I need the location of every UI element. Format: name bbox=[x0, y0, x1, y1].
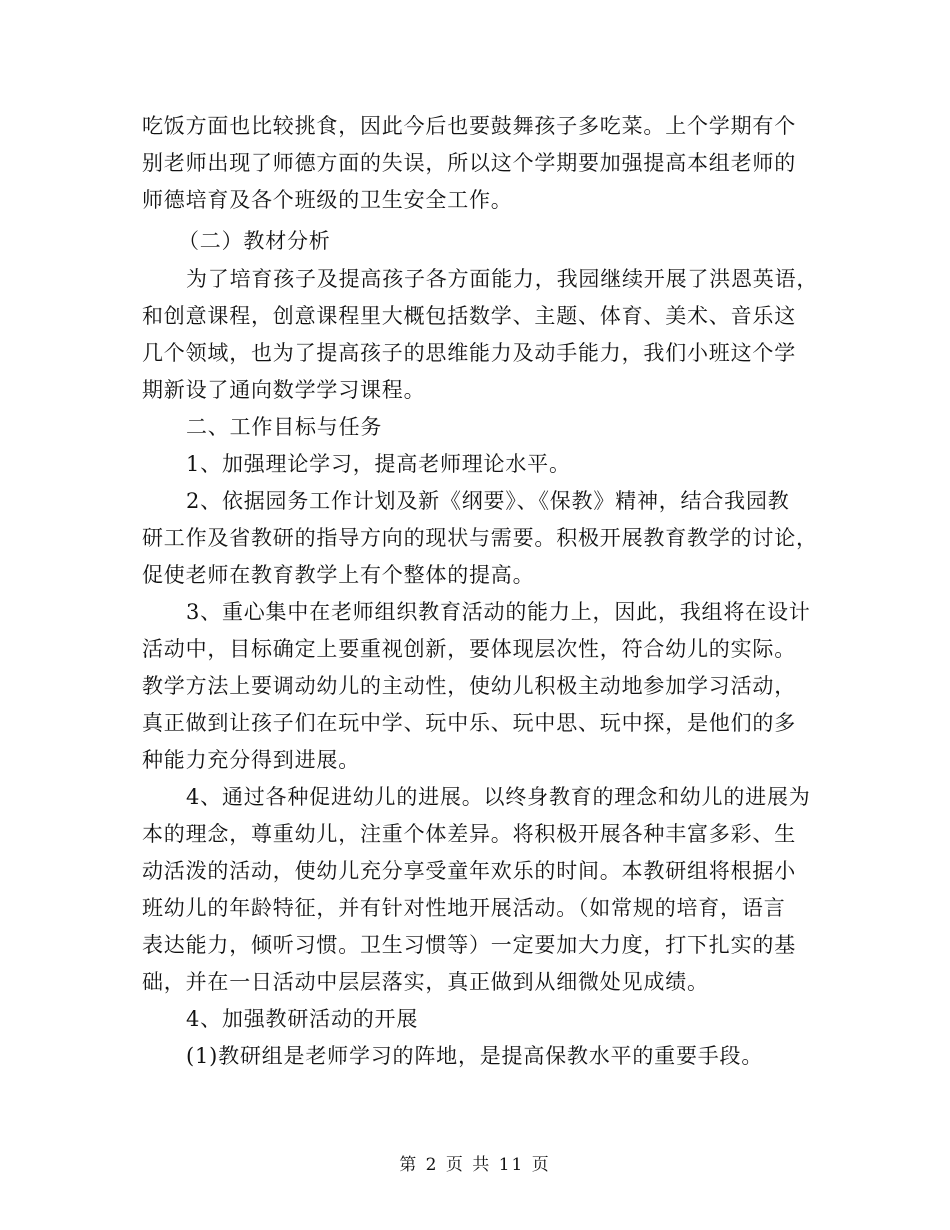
body-line: 表达能力，倾听习惯。卫生习惯等）一定要加大力度，打下扎实的基 bbox=[142, 933, 796, 957]
body-line: 为了培育孩子及提高孩子各方面能力，我园继续开展了洪恩英语， bbox=[186, 267, 819, 291]
body-line: 活动中，目标确定上要重视创新，要体现层次性，符合幼儿的实际。 bbox=[142, 637, 796, 661]
body-line: 研工作及省教研的指导方向的现状与需要。积极开展教育教学的讨论， bbox=[142, 526, 818, 550]
list-item: 3、重心集中在老师组织教育活动的能力上，因此，我组将在设计 bbox=[186, 600, 811, 624]
page-number: 第 2 页 共 11 页 bbox=[399, 1155, 551, 1175]
body-line: 促使老师在教育教学上有个整体的提高。 bbox=[142, 563, 535, 587]
body-line: 础，并在一日活动中层层落实，真正做到从细微处见成绩。 bbox=[142, 970, 709, 994]
list-item: 4、通过各种促进幼儿的进展。以终身教育的理念和幼儿的进展为 bbox=[186, 785, 811, 809]
section-heading: 二、工作目标与任务 bbox=[186, 415, 383, 439]
body-line: 动活泼的活动，使幼儿充分享受童年欢乐的时间。本教研组将根据小 bbox=[142, 859, 796, 883]
list-item: 2、依据园务工作计划及新《纲要》、《保教》精神，结合我园教 bbox=[186, 489, 790, 513]
list-item: (1)教研组是老师学习的阵地，是提高保教水平的重要手段。 bbox=[186, 1044, 764, 1068]
list-item: 1、加强理论学习，提高老师理论水平。 bbox=[186, 452, 571, 476]
body-line: 教学方法上要调动幼儿的主动性，使幼儿积极主动地参加学习活动， bbox=[142, 674, 796, 698]
body-line: 期新设了通向数学学习课程。 bbox=[142, 378, 426, 402]
body-line: 种能力充分得到进展。 bbox=[142, 748, 360, 772]
body-line: 几个领域，也为了提高孩子的思维能力及动手能力，我们小班这个学 bbox=[142, 341, 796, 365]
section-heading: （二）教材分析 bbox=[178, 229, 331, 253]
body-line: 师德培育及各个班级的卫生安全工作。 bbox=[142, 188, 513, 212]
body-line: 本的理念，尊重幼儿，注重个体差异。将积极开展各种丰富多彩、生 bbox=[142, 822, 796, 846]
body-line: 和创意课程，创意课程里大概包括数学、主题、体育、美术、音乐这 bbox=[142, 304, 796, 328]
body-line: 别老师出现了师德方面的失误，所以这个学期要加强提高本组老师的 bbox=[142, 151, 796, 175]
body-line: 吃饭方面也比较挑食，因此今后也要鼓舞孩子多吃菜。上个学期有个 bbox=[142, 114, 796, 138]
body-line: 真正做到让孩子们在玩中学、玩中乐、玩中思、玩中探，是他们的多 bbox=[142, 711, 796, 735]
body-line: 班幼儿的年龄特征，并有针对性地开展活动。（如常规的培育，语言 bbox=[142, 896, 786, 920]
list-item: 4、加强教研活动的开展 bbox=[186, 1007, 419, 1031]
